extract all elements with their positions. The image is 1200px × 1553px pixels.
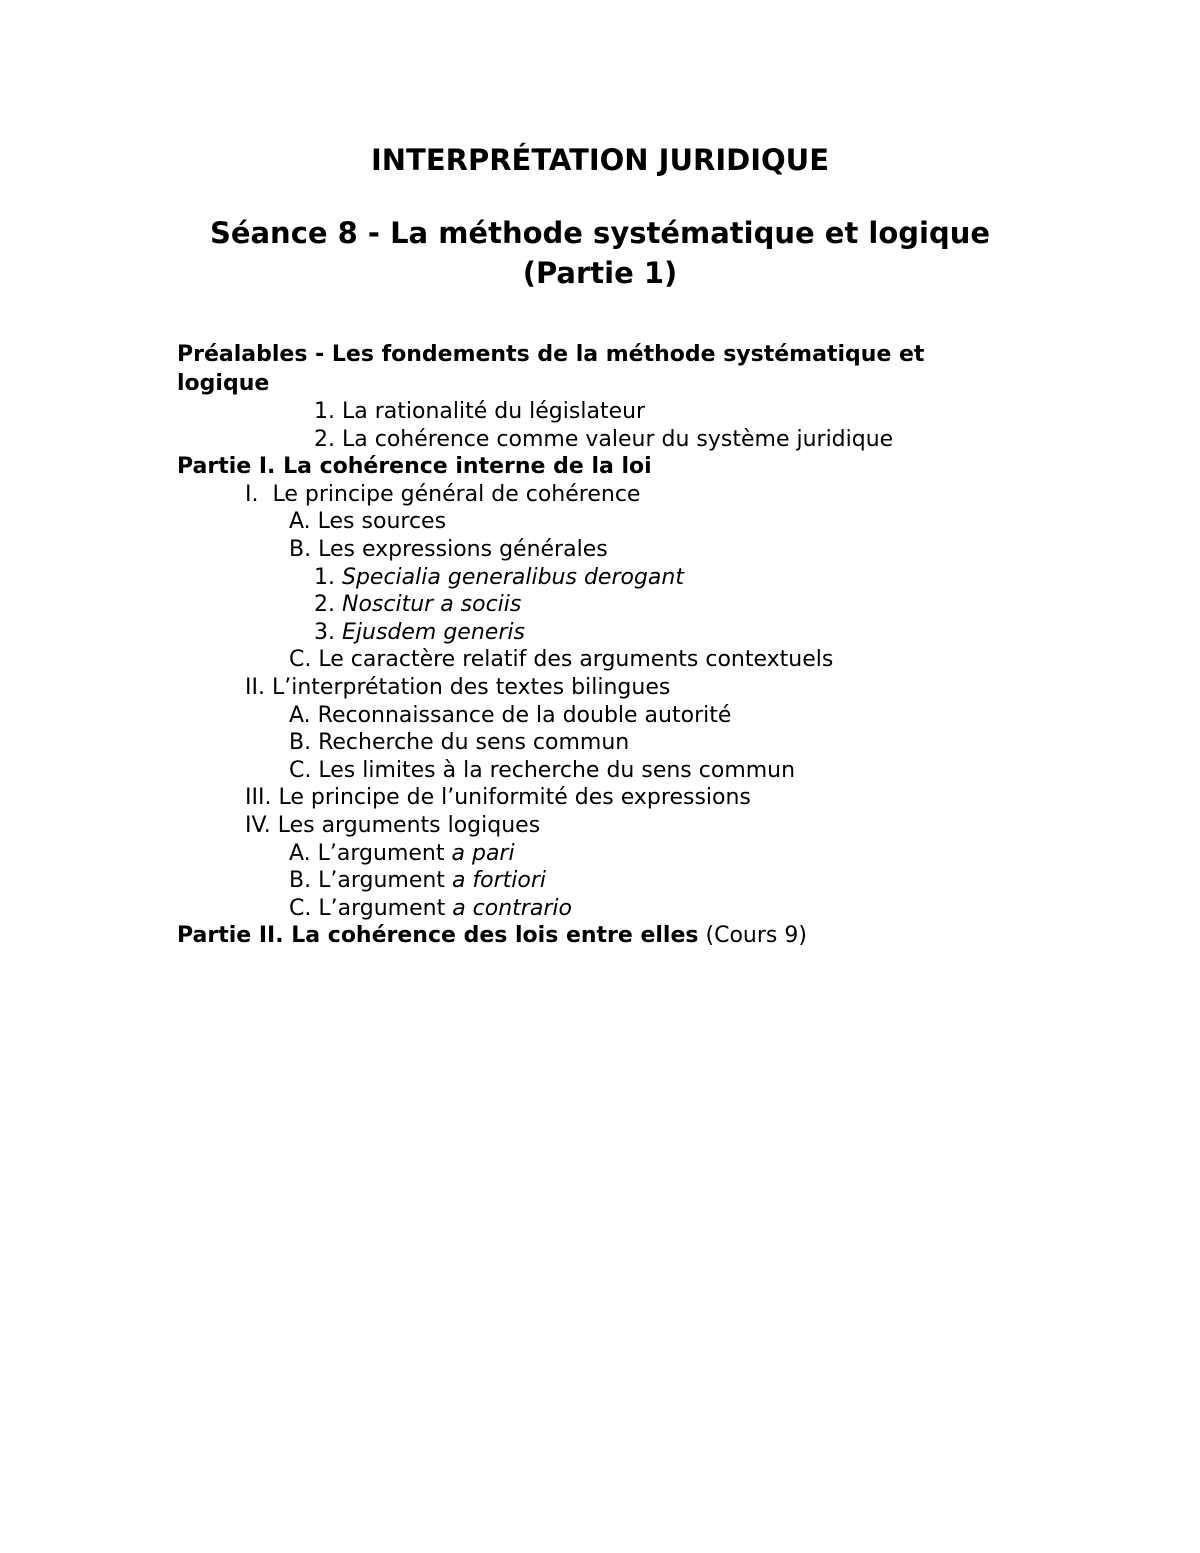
section-text: Le principe général de cohérence bbox=[272, 481, 641, 507]
section-heading bbox=[177, 784, 1037, 812]
course-title: INTERPRÉTATION JURIDIQUE bbox=[370, 143, 830, 177]
item-text: Les sources bbox=[317, 509, 447, 535]
item-text: La cohérence comme valeur du système juridique bbox=[342, 426, 894, 452]
subsection-item bbox=[177, 895, 1037, 923]
partie2-line bbox=[177, 922, 1037, 950]
item-marker: C. bbox=[289, 757, 312, 783]
item-text: L’argument bbox=[318, 868, 445, 894]
item-marker: A. bbox=[289, 509, 311, 535]
latin-term: a contrario bbox=[452, 895, 572, 921]
prealables-heading: Préalables - Les fondements de la méthode systématique et logique bbox=[177, 342, 925, 396]
section-text: L’interprétation des textes bilingues bbox=[271, 674, 671, 700]
item-text: Le caractère relatif des arguments contextuels bbox=[318, 647, 834, 673]
item-text: Les expressions générales bbox=[318, 536, 608, 562]
item-marker: 1. bbox=[314, 399, 335, 424]
section-text: Le principe de l’uniformité des expressions bbox=[278, 785, 751, 811]
item-text: L’argument bbox=[318, 895, 446, 921]
latin-maxim: Ejusdem generis bbox=[342, 619, 525, 645]
prealables-item bbox=[177, 426, 1037, 454]
course-outline bbox=[177, 340, 1037, 950]
subsection-item bbox=[177, 646, 1037, 674]
latin-maxim-item bbox=[177, 564, 1037, 592]
item-text: Recherche du sens commun bbox=[318, 730, 630, 756]
item-marker: 1. bbox=[314, 564, 335, 590]
latin-maxim-item bbox=[177, 619, 1037, 647]
section-text: Les arguments logiques bbox=[277, 812, 541, 838]
section-heading bbox=[177, 481, 1037, 509]
section-heading bbox=[177, 674, 1037, 702]
item-text: Reconnaissance de la double autorité bbox=[317, 702, 732, 728]
partie2-heading: Partie II. La cohérence des lois entre elles bbox=[177, 923, 699, 949]
item-marker: B. bbox=[289, 730, 312, 756]
section-marker: I. bbox=[245, 481, 259, 507]
item-marker: 2. bbox=[314, 426, 335, 452]
session-title-line2: (Partie 1) bbox=[522, 256, 678, 290]
subsection-item bbox=[177, 757, 1037, 785]
item-text: La rationalité du législateur bbox=[342, 399, 646, 424]
section-marker: II. bbox=[245, 674, 265, 700]
item-marker: B. bbox=[289, 536, 312, 562]
subsection-item bbox=[177, 729, 1037, 757]
item-text: Les limites à la recherche du sens commun bbox=[318, 757, 796, 783]
section-marker: IV. bbox=[245, 812, 271, 838]
item-marker: C. bbox=[289, 895, 312, 921]
latin-maxim: Specialia generalibus derogant bbox=[342, 564, 684, 590]
item-marker: A. bbox=[289, 702, 311, 728]
subsection-item bbox=[177, 840, 1037, 868]
latin-term: a fortiori bbox=[451, 868, 547, 894]
latin-maxim-item bbox=[177, 591, 1037, 619]
subsection-item bbox=[177, 702, 1037, 730]
section-marker: III. bbox=[245, 785, 272, 811]
item-text: L’argument bbox=[317, 840, 445, 866]
latin-term: a pari bbox=[451, 840, 515, 866]
partie2-note: (Cours 9) bbox=[705, 923, 807, 949]
section-heading bbox=[177, 812, 1037, 840]
session-title-line1: Séance 8 - La méthode systématique et logique bbox=[209, 216, 991, 250]
item-marker: 2. bbox=[314, 592, 335, 618]
latin-maxim: Noscitur a sociis bbox=[342, 592, 522, 618]
prealables-item bbox=[177, 398, 1037, 426]
partie1-heading: Partie I. La cohérence interne de la loi bbox=[177, 454, 652, 480]
subsection-item bbox=[177, 867, 1037, 895]
subsection-item bbox=[177, 508, 1037, 536]
item-marker: A. bbox=[289, 840, 311, 866]
item-marker: C. bbox=[289, 647, 312, 673]
item-marker: B. bbox=[289, 868, 312, 894]
item-marker: 3. bbox=[314, 619, 335, 645]
subsection-item bbox=[177, 536, 1037, 564]
session-title bbox=[0, 213, 1200, 293]
